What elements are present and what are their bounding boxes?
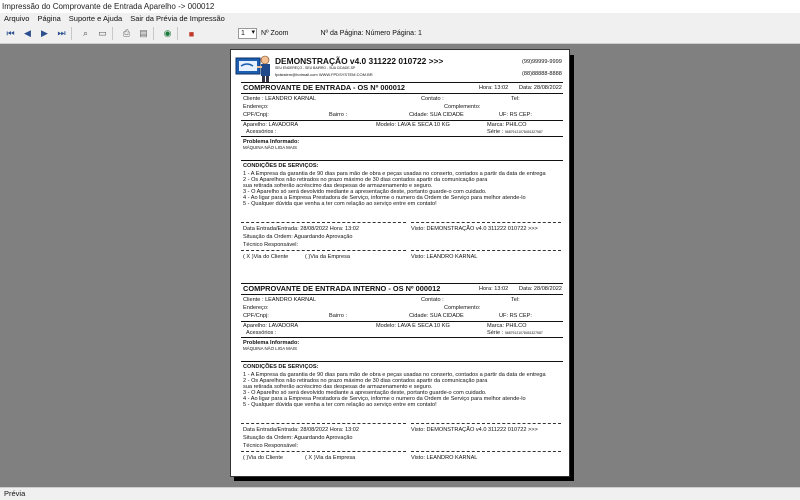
condicao-line: 3 - O Aparelho só será devolvido mediante a apresentação deste, portanto guarde-o com cuidado. [243,390,487,396]
page-info: Nº da Página: Número Página: 1 [320,30,422,37]
menu-suporte[interactable]: Suporte e Ajuda [68,14,123,23]
condicao-line: 4 - Ao ligar para a Empresa Prestadora de Serviço, informe o numero da Ordem de Serviço para melhor atende-lo [243,195,526,201]
condicao-line: 4 - Ao ligar para a Empresa Prestadora de Serviço, informe o numero da Ordem de Serviço para melhor atende-lo [243,396,526,402]
field-endereco: Endereço: [243,305,269,311]
toolbar-separator [177,27,178,40]
condicao-line: sua retirada sofrerão acréscimo das despesas de armazenamento e seguro. [243,384,433,390]
signature-line [241,423,406,424]
field-marca: Marca: PHILCO [487,122,527,128]
company-phone-2: (88)88888-8888 [522,71,562,77]
field-cidade: Cidade: SUA CIDADE [409,112,464,118]
field-bairro: Bairro : [329,112,348,118]
problema-label: Problema Informado: [243,139,300,145]
field-contato: Contato : [421,297,444,303]
zoom-icon[interactable]: ⌕ [82,28,89,38]
field-cpf: CPF/Cnpj: [243,313,269,319]
web-icon[interactable]: ◉ [163,28,172,38]
field-complemento: Complemento: [444,305,481,311]
situacao-ordem: Situação da Ordem: Aguardando Aprovação [243,234,353,240]
toolbar-separator [112,27,113,40]
menu-sair[interactable]: Sair da Prévia de Impressão [130,14,225,23]
tecnico-responsavel: Técnico Responsável: [243,443,299,449]
via-empresa: ( X )Via da Empresa [305,455,356,461]
signature-line [241,451,406,452]
field-bairro: Bairro : [329,313,348,319]
field-cpf: CPF/Cnpj: [243,112,269,118]
field-uf: UF: RS CEP: [499,313,532,319]
section-rule [241,93,563,94]
field-cidade: Cidade: SUA CIDADE [409,313,464,319]
data-entrada: Data Entrada/Entrada: 28/08/2022 Hora: 13:02 [243,427,359,433]
section-title: COMPROVANTE DE ENTRADA - OS Nº 000012 [243,83,406,92]
visto-cliente: Visto: LEANDRO KARNAL [411,455,478,461]
close-icon[interactable]: ■ [188,28,195,39]
visto-empresa: Visto: DEMONSTRAÇÃO v4.0 311222 010722 >>> [411,226,538,232]
section-rule [241,160,563,161]
field-aparelho: Aparelho: LAVADORA [243,122,299,128]
section-data: Data: 28/08/2022 [519,85,562,91]
field-cliente: Cliente : LEANDRO KARNAL [243,297,317,303]
via-empresa: ( )Via da Empresa [305,254,350,260]
menu-bar [0,13,800,24]
toolbar-separator [71,27,72,40]
condicao-line: 2 - Os Aparelhos não retirados no prazo máximo de 30 dias contados apartir da comunicação para [243,378,488,384]
field-contato: Contato : [421,96,444,102]
field-marca: Marca: PHILCO [487,323,527,329]
condicao-line: 5 - Qualquer dúvida que venha a ter com relação ao serviço entre em contato! [243,201,437,207]
next-page-icon[interactable]: ▶ [41,28,48,38]
condicao-line: 3 - O Aparelho só será devolvido mediante a apresentação deste, portanto guarde-o com cuidado. [243,189,487,195]
company-phone-1: (99)99999-9999 [522,59,562,65]
field-modelo: Modelo: LAVA E SECA 10 KG [376,122,450,128]
field-serie-value: 56879121078451327587 [505,330,543,335]
export-icon[interactable]: ▤ [139,28,148,38]
signature-line [411,451,561,452]
via-cliente: ( )Via do Cliente [243,455,284,461]
problema-label: Problema Informado: [243,340,300,346]
section-hora: Hora: 13:02 [479,85,509,91]
section-rule [241,120,563,121]
tecnico-responsavel: Técnico Responsável: [243,242,299,248]
problema-text: MÁQUINA NÃO LIGA MAIS [243,346,297,351]
field-acessorios: Acessórios : [246,129,277,135]
menu-pagina[interactable]: Página [37,14,61,23]
company-address: SEU ENDEREÇO - SEU BAIRRO - SUA CIDADE-SP [275,66,356,70]
field-tel: Tel: [511,297,520,303]
toolbar [0,24,800,44]
section-hora: Hora: 13:02 [479,286,509,292]
section-rule [241,294,563,295]
signature-line [241,250,406,251]
field-uf: UF: RS CEP: [499,112,532,118]
condicao-line: sua retirada sofrerão acréscimo das despesas de armazenamento e seguro. [243,183,433,189]
toolbar-separator [153,27,154,40]
field-modelo: Modelo: LAVA E SECA 10 KG [376,323,450,329]
condicao-line: 1 - A Empresa da garantia de 90 dias para mão de obra e peças usadas no conserto, contados a partir da data de entrega [243,171,546,177]
section-rule [241,136,563,137]
last-page-icon[interactable]: ⏭ [57,28,66,38]
signature-line [411,222,561,223]
first-page-icon[interactable]: ⏮ [6,28,15,38]
condicoes-label: CONDIÇÕES DE SERVIÇOS: [243,163,319,169]
company-name: DEMONSTRAÇÃO v4.0 311222 010722 >>> [275,56,444,66]
section-rule [241,321,563,322]
report-page [230,49,570,477]
condicao-line: 2 - Os Aparelhos não retirados no prazo máximo de 30 dias contados apartir da comunicação para [243,177,488,183]
signature-line [241,222,406,223]
visto-empresa: Visto: DEMONSTRAÇÃO v4.0 311222 010722 >>> [411,427,538,433]
fit-page-icon[interactable]: ▭ [98,28,107,38]
condicao-line: 1 - A Empresa da garantia de 90 dias para mão de obra e peças usadas no conserto, contados a partir da data de entrega [243,372,546,378]
signature-line [411,250,561,251]
field-aparelho: Aparelho: LAVADORA [243,323,299,329]
situacao-ordem: Situação da Ordem: Aguardando Aprovação [243,435,353,441]
zoom-label: Nº Zoom [261,30,289,37]
page-select[interactable]: 1 ▾ [238,28,257,39]
field-cliente: Cliente : LEANDRO KARNAL [243,96,317,102]
company-logo-icon [235,52,273,84]
section-data: Data: 28/08/2022 [519,286,562,292]
field-complemento: Complemento: [444,104,481,110]
company-contact: fpdsistem@hotmail.com WWW.FPDSYSTEM.COM.BR [275,72,373,77]
menu-arquivo[interactable]: Arquivo [4,14,30,23]
field-serie-value: 56879121078451327587 [505,129,543,134]
window-title: Impressão do Comprovante de Entrada Aparelho -> 000012 [0,0,800,13]
prev-page-icon[interactable]: ◀ [24,28,31,38]
field-serie: Série : [487,330,504,336]
field-acessorios: Acessórios : [246,330,277,336]
print-icon[interactable]: ⎙ [122,28,131,38]
problema-text: MÁQUINA NÃO LIGA MAIS [243,145,297,150]
field-endereco: Endereço: [243,104,269,110]
visto-cliente: Visto: LEANDRO KARNAL [411,254,478,260]
condicoes-label: CONDIÇÕES DE SERVIÇOS: [243,364,319,370]
via-cliente: ( X )Via do Cliente [243,254,289,260]
field-tel: Tel: [511,96,520,102]
field-serie: Série : [487,129,504,135]
status-bar: Prévia [0,487,800,500]
section-rule [241,361,563,362]
signature-line [411,423,561,424]
condicao-line: 5 - Qualquer dúvida que venha a ter com relação ao serviço entre em contato! [243,402,437,408]
section-rule [241,337,563,338]
section-title: COMPROVANTE DE ENTRADA INTERNO - OS Nº 000012 [243,284,441,293]
data-entrada: Data Entrada/Entrada: 28/08/2022 Hora: 13:02 [243,226,359,232]
